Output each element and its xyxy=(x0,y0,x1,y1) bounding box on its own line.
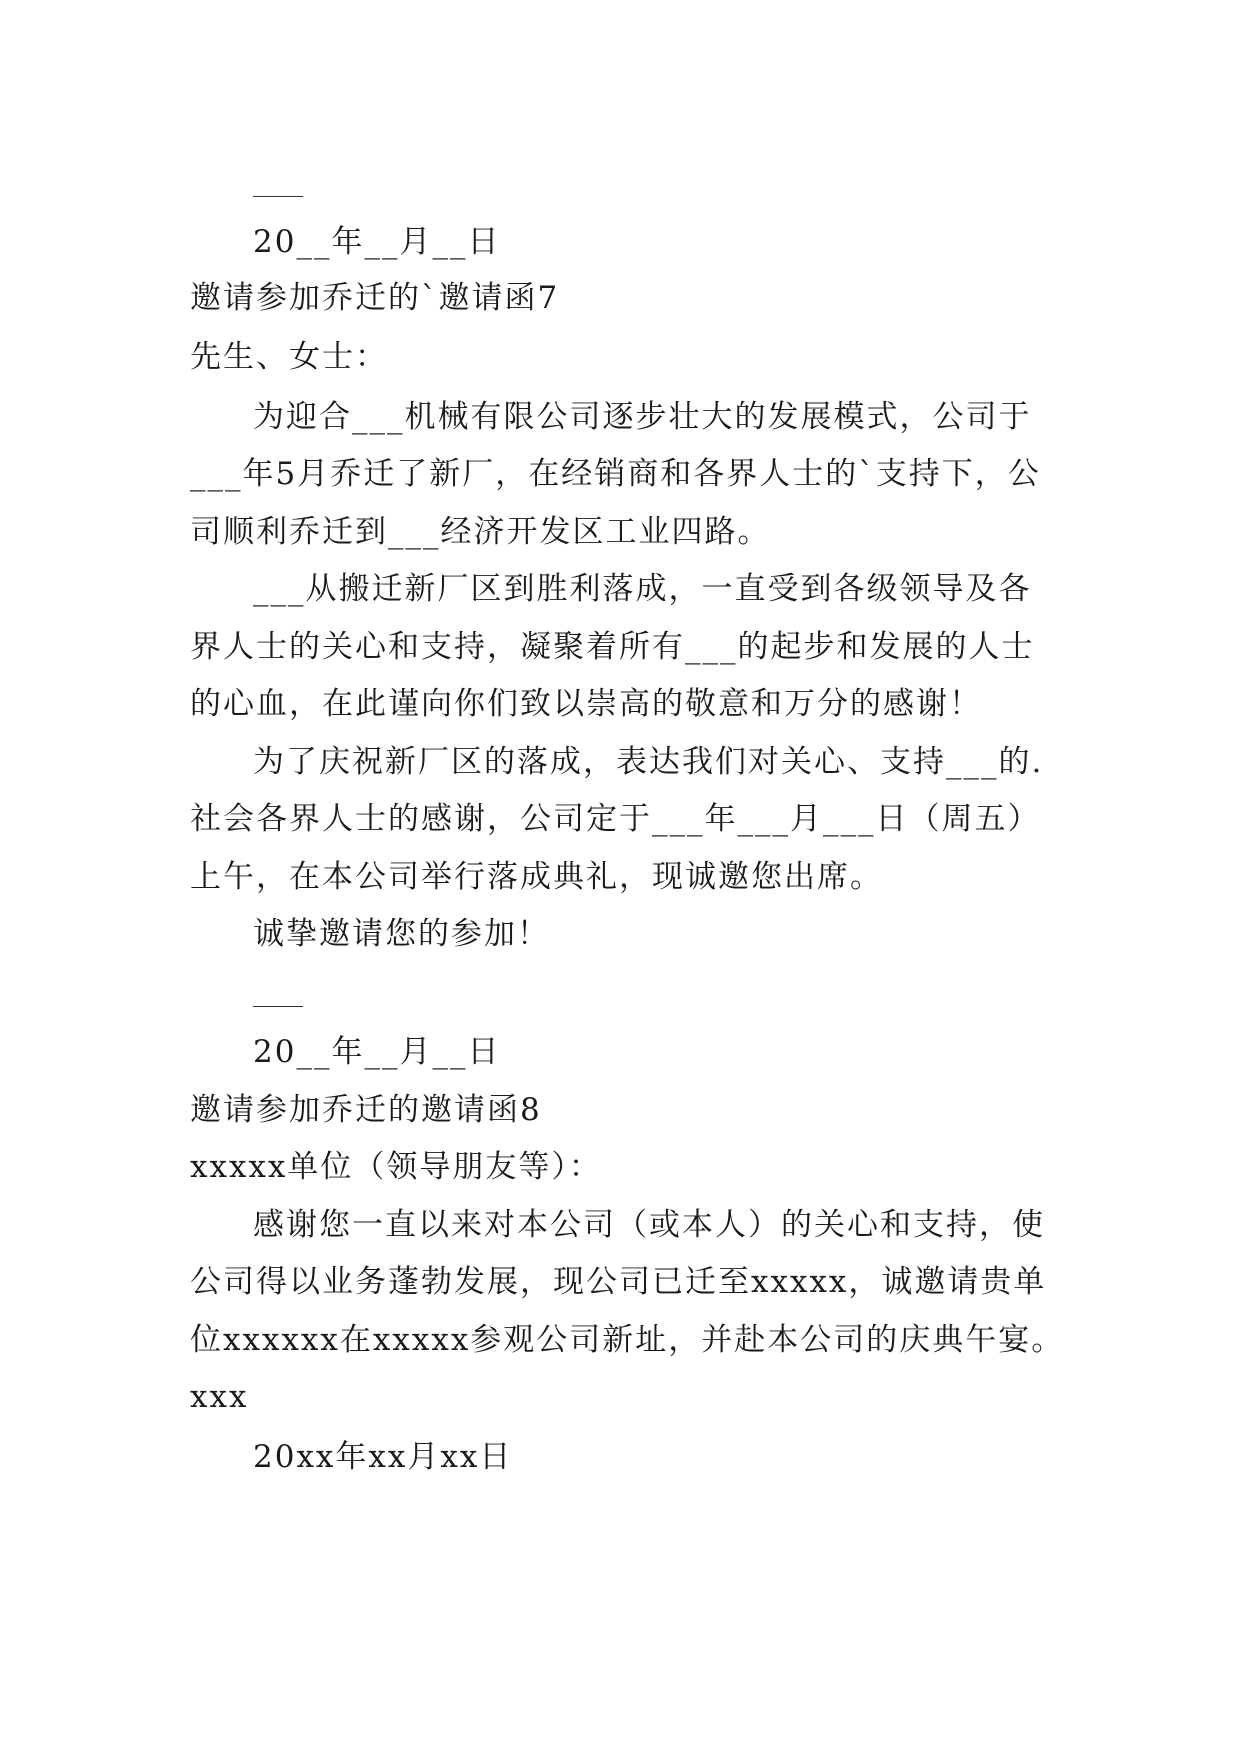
letter-date: 20__年__月__日 xyxy=(253,1034,501,1070)
letter-date: 20xx年xx月xx日 xyxy=(253,1439,513,1475)
paragraph-line: 为迎合___机械有限公司逐步壮大的发展模式，公司于 xyxy=(253,399,1032,435)
paragraph-line: 为了庆祝新厂区的落成，表达我们对关心、支持___的. xyxy=(253,744,1044,780)
paragraph-line: 上午，在本公司举行落成典礼，现诚邀您出席。 xyxy=(190,859,883,895)
paragraph-line: 司顺利乔迁到___经济开发区工业四路。 xyxy=(190,514,771,550)
letter-closing: 诚挚邀请您的参加！ xyxy=(253,916,550,952)
signature-blank-line xyxy=(253,1006,303,1007)
signature-blank-line xyxy=(253,196,303,197)
letter-salutation: 先生、女士： xyxy=(190,339,388,375)
paragraph-line: 社会各界人士的感谢，公司定于___年___月___日（周五） xyxy=(190,801,1041,837)
paragraph-line: 位xxxxxx在xxxxx参观公司新址，并赴本公司的庆典午宴。 xyxy=(190,1322,1065,1358)
paragraph-line: 公司得以业务蓬勃发展，现公司已迁至xxxxx，诚邀请贵单 xyxy=(190,1264,1047,1300)
letter-heading: 邀请参加乔迁的`邀请函7 xyxy=(190,280,560,316)
letter-date: 20__年__月__日 xyxy=(253,224,501,260)
letter-heading: 邀请参加乔迁的邀请函8 xyxy=(190,1092,542,1128)
paragraph-line: ___年5月乔迁了新厂，在经销商和各界人士的`支持下，公 xyxy=(190,456,1041,492)
paragraph-line: 界人士的关心和支持，凝聚着所有___的起步和发展的人士 xyxy=(190,629,1035,665)
paragraph-line: ___从搬迁新厂区到胜利落成，一直受到各级领导及各 xyxy=(253,571,1032,607)
paragraph-line: 的心血，在此谨向你们致以崇高的敬意和万分的感谢！ xyxy=(190,686,982,722)
letter-salutation: xxxxx单位（领导朋友等）： xyxy=(190,1149,602,1185)
letter-signature: xxx xyxy=(190,1379,249,1415)
paragraph-line: 感谢您一直以来对本公司（或本人）的关心和支持，使 xyxy=(253,1207,1045,1243)
